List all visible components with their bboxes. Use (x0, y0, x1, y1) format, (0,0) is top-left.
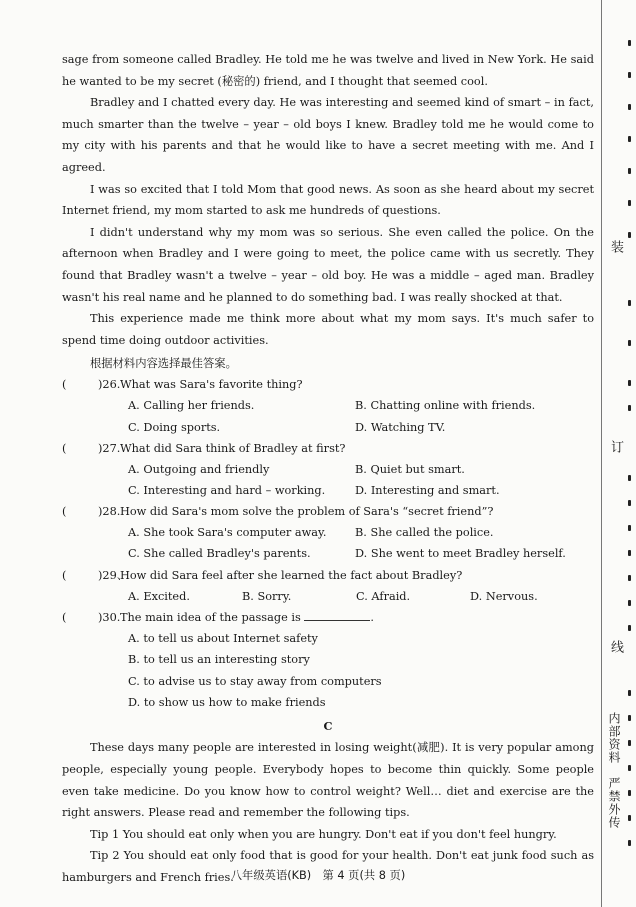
option-b: B. to tell us an interesting story (128, 653, 310, 667)
option-row (62, 480, 594, 501)
question-text (120, 607, 594, 628)
option-row (62, 395, 594, 416)
option-row (62, 586, 594, 607)
question-number: )28. (98, 505, 121, 519)
option-c: C. She called Bradley's parents. (128, 547, 311, 561)
binding-mark-xian: 线 (608, 640, 623, 653)
option-row (62, 692, 594, 713)
option-d: D. Watching TV. (355, 420, 446, 434)
option-b: B. She called the police. (355, 526, 494, 540)
passage-paragraph: I didn't understand why my mom was so serious. She even called the police. On the afternoon when Bradley and I were going to meet, the police came with us secretly. They found that Bradley wasn't a twelve – year – old boy. He was a middle – aged man. Bradley wasn't his real name and he planned to do something bad. I was really shocked at that. (62, 225, 594, 304)
answer-paren: ( (62, 441, 67, 455)
option-row (62, 459, 594, 480)
binding-mark-zhuang: 装 (608, 240, 623, 253)
binding-dot (628, 525, 631, 531)
option-a: A. Excited. (128, 589, 190, 603)
option-b: B. Chatting online with friends. (355, 399, 536, 413)
option-d: D. Nervous. (470, 589, 538, 603)
binding-dot (628, 300, 631, 306)
question-text: What did Sara think of Bradley at first? (120, 441, 346, 455)
binding-dot (628, 136, 631, 142)
binding-dot (628, 104, 631, 110)
question-30 (62, 607, 594, 628)
option-row (62, 628, 594, 649)
option-a: A. Outgoing and friendly (128, 462, 270, 476)
option-b: B. Sorry. (242, 589, 292, 603)
page-footer: 八年级英语(KB) 第 4 页(共 8 页) (230, 869, 406, 882)
option-a: A. to tell us about Internet safety (128, 631, 318, 645)
question-28 (62, 501, 594, 522)
page-content (62, 49, 594, 889)
passage-paragraph: sage from someone called Bradley. He told me he was twelve and lived in New York. He said he wanted to be my secret (秘密的) friend, and I thought that seemed cool. (62, 53, 594, 88)
option-d: D. Interesting and smart. (355, 483, 500, 497)
question-text: How did Sara feel after she learned the fact about Bradley? (120, 568, 463, 582)
binding-dot (628, 690, 631, 696)
option-c: C. Doing sports. (128, 420, 221, 434)
option-d: D. to show us how to make friends (128, 695, 326, 709)
question-number: )27. (98, 441, 121, 455)
option-row (62, 543, 594, 564)
option-row (62, 671, 594, 692)
option-c: C. to advise us to stay away from computers (128, 674, 382, 688)
binding-dot (628, 790, 631, 796)
confidential-notice: 内部资料 严禁外传 (607, 712, 621, 829)
question-text-start: The main idea of the passage is (120, 610, 301, 624)
binding-dot (628, 740, 631, 746)
binding-dot (628, 625, 631, 631)
question-text-end: . (370, 610, 374, 624)
question-text: What was Sara's favorite thing? (120, 378, 303, 392)
section-heading: C (323, 719, 333, 734)
binding-dot (628, 40, 631, 46)
binding-dot (628, 380, 631, 386)
binding-dot (628, 765, 631, 771)
question-29 (62, 565, 594, 586)
binding-dot (628, 500, 631, 506)
question-27 (62, 438, 594, 459)
answer-paren: ( (62, 568, 67, 582)
binding-mark-ding: 订 (608, 440, 623, 453)
option-c: C. Interesting and hard – working. (128, 483, 326, 497)
option-a: A. Calling her friends. (128, 399, 255, 413)
binding-dot (628, 405, 631, 411)
binding-dot (628, 715, 631, 721)
question-number: )29、 (98, 568, 129, 582)
answer-paren: ( (62, 610, 67, 624)
answer-paren: ( (62, 505, 67, 519)
binding-dot (628, 340, 631, 346)
option-row (62, 522, 594, 543)
passage-paragraph: Bradley and I chatted every day. He was interesting and seemed kind of smart – in fact, much smarter than the twelve – year – old boys I knew. Bradley told me he would come to my city with his parents and that he would like to have a secret meeting with me. And I agreed. (62, 96, 594, 174)
binding-dot (628, 600, 631, 606)
option-a: A. She took Sara's computer away. (128, 526, 327, 540)
answer-paren: ( (62, 378, 67, 392)
binding-dot (628, 550, 631, 556)
binding-dot (628, 815, 631, 821)
tip-paragraph: Tip 1 You should eat only when you are hungry. Don't eat if you don't feel hungry. (90, 827, 557, 841)
binding-dot (628, 840, 631, 846)
question-26 (62, 374, 594, 395)
option-row (62, 649, 594, 670)
binding-dot (628, 168, 631, 174)
option-d: D. She went to meet Bradley herself. (355, 547, 566, 561)
binding-dot (628, 200, 631, 206)
question-instruction: 根据材料内容选择最佳答案。 (90, 357, 237, 371)
binding-dot (628, 232, 631, 238)
passage-paragraph: These days many people are interested in losing weight(减肥). It is very popular among people, especially young people. Everybody hopes to become thin quickly. Some people even take medicine. Do you know how to control weight? Well… diet and exercise are the right answers. Please read and remember the following tips. (62, 741, 594, 820)
binding-dot (628, 72, 631, 78)
option-b: B. Quiet but smart. (355, 462, 465, 476)
binding-dot (628, 475, 631, 481)
option-c: C. Afraid. (356, 589, 411, 603)
tip-paragraph: Tip 2 You should eat only food that is good for your health. Don't eat junk food such as hamburgers and French fries. (62, 849, 594, 884)
question-number: )30. (98, 610, 121, 624)
binding-dot (628, 575, 631, 581)
option-row (62, 417, 594, 438)
passage-paragraph: This experience made me think more about what my mom says. It's much safer to spend time doing outdoor activities. (62, 312, 594, 347)
question-number: )26. (98, 378, 121, 392)
question-text: How did Sara's mom solve the problem of Sara's “secret friend”? (120, 505, 494, 519)
answer-blank (304, 609, 370, 621)
passage-paragraph: I was so excited that I told Mom that good news. As soon as she heard about my secret Internet friend, my mom started to ask me hundreds of questions. (62, 182, 594, 218)
